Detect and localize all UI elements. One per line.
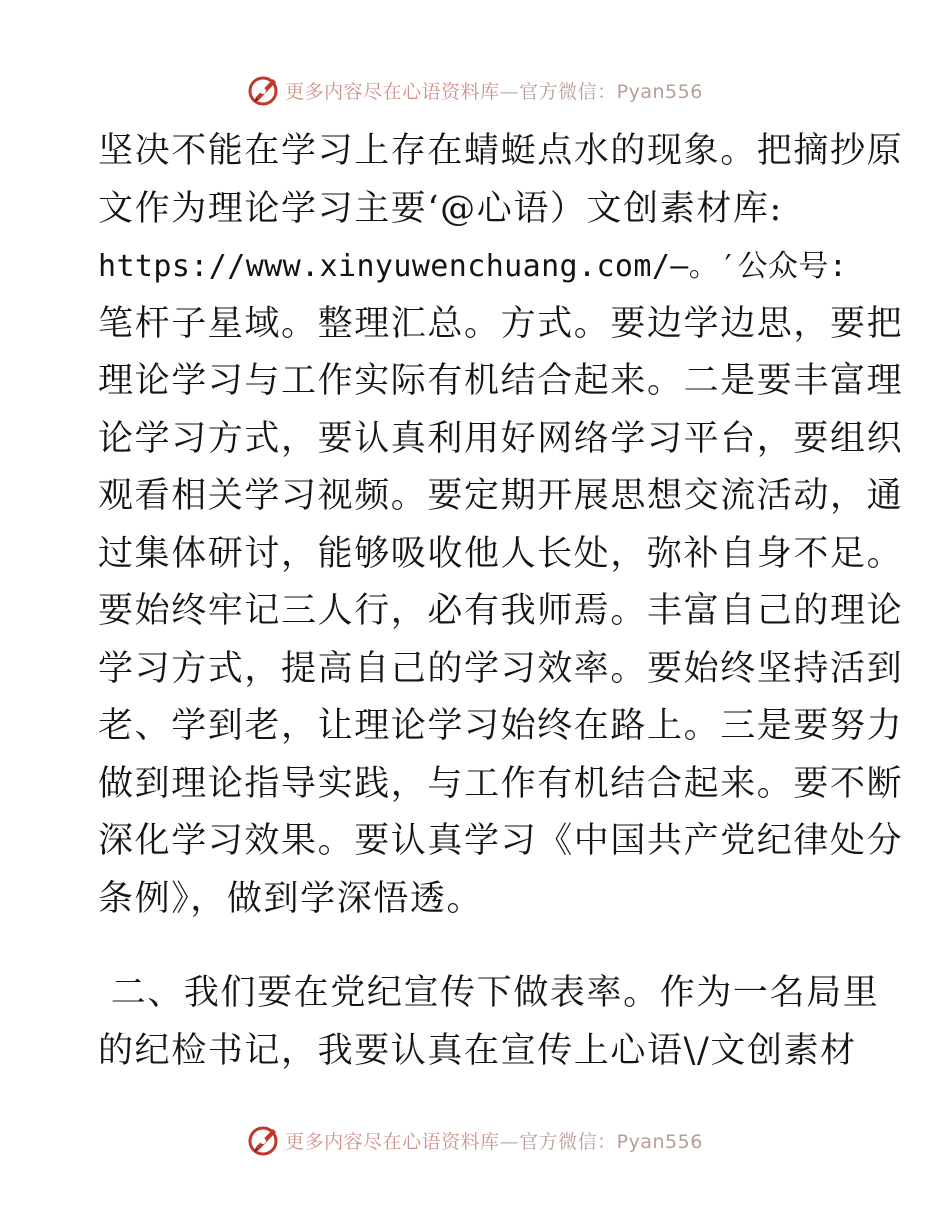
body-line: 老、学到老，让理论学习始终在路上。三是要努力: [98, 706, 904, 746]
quill-logo-icon: [247, 1123, 281, 1157]
header-brand: 更多内容尽在心语资料库: [285, 80, 500, 103]
body-line: 文作为理论学习主要‘@心语）文创素材库:: [98, 188, 783, 229]
body-line: 论学习方式，要认真利用好网络学习平台，要组织: [98, 418, 904, 459]
body-line: 理论学习与工作实际有机结合起来。二是要丰富理: [98, 361, 904, 401]
body-line: 深化学习效果。要认真学习《中国共产党纪律处分: [98, 821, 904, 861]
document-body: [98, 123, 904, 1080]
body-line: 观看相关学习视频。要定期开展思想交流活动，通: [98, 476, 904, 516]
footer-banner: [0, 1122, 950, 1158]
header-banner-text: [285, 77, 703, 104]
footer-brand: 更多内容尽在心语资料库: [285, 1130, 500, 1153]
footer-separator: —: [499, 1130, 520, 1153]
body-line: 笔杆子星域。整理汇总。方式。要边学边思，要把: [98, 303, 904, 344]
body-line: 的纪检书记，我要认真在宣传上心语\/文创素材: [98, 1030, 857, 1071]
footer-banner-text: [285, 1127, 703, 1154]
body-line: 二、我们要在党纪宣传下做表率。作为一名局里: [98, 973, 880, 1013]
header-wechat: 官方微信：Pyan556: [519, 80, 703, 103]
body-line: 学习方式，提高自己的学习效率。要始终坚持活到: [98, 648, 904, 689]
paragraph-gap: [98, 928, 858, 965]
header-banner: [0, 72, 950, 108]
body-line: 做到理论指导实践，与工作有机结合起来。要不断: [98, 763, 904, 804]
body-line-url: https://www.xinyuwenchuang.com/—。′公众号:: [98, 249, 848, 284]
quill-logo-icon: [247, 73, 281, 107]
header-separator: —: [499, 80, 520, 103]
body-line: 坚决不能在学习上存在蜻蜓点水的现象。把摘抄原: [98, 131, 904, 171]
body-line: 过集体研讨，能够吸收他人长处，弥补自身不足。: [98, 533, 904, 574]
body-line: 条例》，做到学深悟透。: [98, 878, 484, 919]
body-line: 要始终牢记三人行，必有我师焉。丰富自己的理论: [98, 591, 904, 631]
footer-wechat: 官方微信：Pyan556: [519, 1130, 703, 1153]
